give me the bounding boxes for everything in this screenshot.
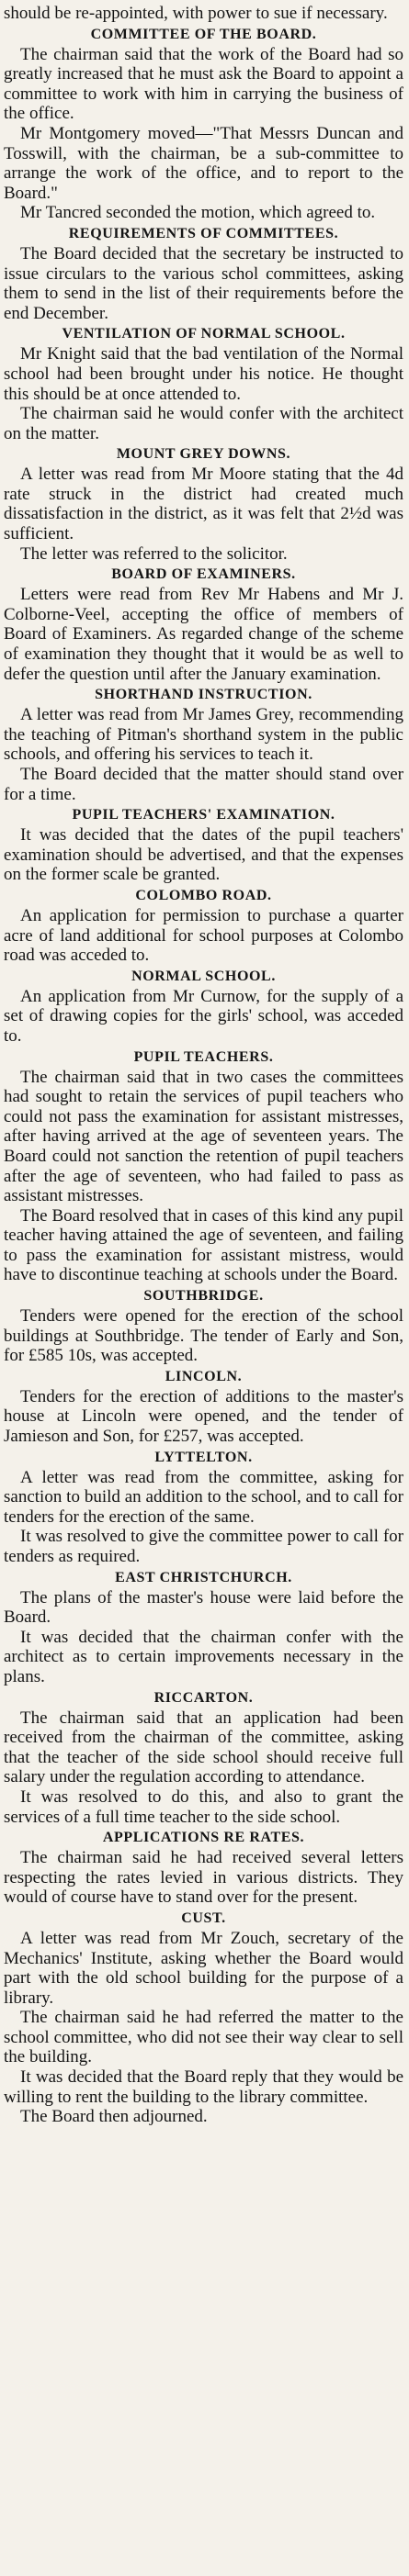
- section-committee-of-the-board: [4, 24, 403, 223]
- section-heading: MOUNT GREY DOWNS.: [116, 446, 291, 463]
- section-heading: VENTILATION OF NORMAL SCHOOL.: [62, 326, 346, 342]
- intro-paragraph: should be re-appointed, with power to sue if necessary.: [4, 4, 388, 23]
- paragraph: The Board resolved that in cases of this kind any pupil teacher having attained the age of seventeen, and failing to pass the examination for assistant mistress, would have to discontinue teaching at schools under the Board.: [4, 1205, 403, 1285]
- section-cust: [4, 1908, 403, 2127]
- section-heading: SHORTHAND INSTRUCTION.: [95, 687, 312, 703]
- paragraph: A letter was read from the committee, asking for sanction to build an addition to the school, and to call for tenders for the erection of the same.: [4, 1467, 403, 1527]
- paragraph: It was resolved to give the committee power to call for tenders as required.: [4, 1527, 403, 1566]
- section-heading: LYTTELTON.: [154, 1449, 253, 1465]
- paragraph: Mr Knight said that the bad ventilation of the Normal school had been brought under his notice. He thought this should be at once attended to.: [4, 344, 403, 404]
- paragraph: The chairman said that an application had been received from the chairman of the committee, asking that the teacher of the side school should receive full salary under the regulation according to attendance.: [4, 1708, 403, 1787]
- paragraph: An application from Mr Curnow, for the supply of a set of drawing copies for the girls' school, was acceded to.: [4, 986, 403, 1046]
- paragraph: A letter was read from Mr Zouch, secretary of the Mechanics' Institute, asking whether the Board would part with the old school building for the purpose of a library.: [4, 1928, 403, 2008]
- section-applications-re-rates: [4, 1827, 403, 1908]
- section-lyttelton: [4, 1447, 403, 1567]
- paragraph: It was decided that the chairman confer with the architect as to certain improvements necessary in the plans.: [4, 1627, 403, 1686]
- paragraph: Tenders were opened for the erection of the school buildings at Southbridge. The tender of Early and Son, for £585 10s, was accepted.: [4, 1306, 403, 1366]
- section-ventilation-of-normal-school: [4, 323, 403, 443]
- section-heading: SOUTHBRIDGE.: [143, 1288, 264, 1305]
- paragraph: Letters were read from Rev Mr Habens and Mr J. Colborne-Veel, accepting the office of members of Board of Examiners. As regarded change of the scheme of examination they thought that it would be as well to defer the question until after the January examination.: [4, 585, 403, 684]
- paragraph: The chairman said that in two cases the committees had sought to retain the services of pupil teachers who could not pass the examination for assistant mistresses, after having arrived at the age of seventeen years. The Board could not sanction the retention of pupil teachers after the age of seventeen, who had failed to pass as assistant mistresses.: [4, 1067, 403, 1206]
- paragraph: Mr Tancred seconded the motion, which agreed to.: [20, 203, 376, 223]
- paragraph: Mr Montgomery moved—"That Messrs Duncan and Tosswill, with the chairman, be a sub-committee to arrange the work of the office, and to report to the Board.": [4, 123, 403, 203]
- paragraph: The chairman said he would confer with the architect on the matter.: [4, 404, 403, 443]
- section-east-christchurch: [4, 1567, 403, 1687]
- paragraph: The chairman said that the work of the Board had so greatly increased that he must ask the Board to appoint a committee to work with him in carrying the business of the office.: [4, 44, 403, 124]
- section-heading: COLOMBO ROAD.: [135, 887, 272, 903]
- paragraph: The chairman said he had received several letters respecting the rates levied in various districts. They would of course have to stand over for the present.: [4, 1848, 403, 1908]
- paragraph: The chairman said he had referred the matter to the school committee, who did not see their way clear to sell the building.: [4, 2008, 403, 2067]
- paragraph: It was decided that the Board reply that they would be willing to rent the building to the library committee.: [4, 2067, 403, 2107]
- section-riccarton: [4, 1687, 403, 1828]
- section-heading: LINCOLN.: [165, 1368, 243, 1384]
- section-mount-grey-downs: [4, 443, 403, 564]
- section-shorthand-instruction: [4, 684, 403, 804]
- paragraph: An application for permission to purchase a quarter acre of land additional for school purposes at Colombo road was acceded to.: [4, 905, 403, 966]
- section-heading: NORMAL SCHOOL.: [131, 968, 276, 984]
- paragraph: Tenders for the erection of additions to the master's house at Lincoln were opened, and the tender of Jamieson and Son, for £257, was accepted.: [4, 1386, 403, 1447]
- section-board-of-examiners: [4, 564, 403, 684]
- section-lincoln: [4, 1366, 403, 1447]
- section-heading: EAST CHRISTCHURCH.: [115, 1569, 292, 1585]
- paragraph: The Board then adjourned.: [20, 2107, 208, 2127]
- paragraph: The Board decided that the matter should stand over for a time.: [4, 765, 403, 804]
- paragraph: The letter was referred to the solicitor.: [20, 543, 288, 564]
- section-heading: REQUIREMENTS OF COMMITTEES.: [68, 225, 339, 241]
- section-heading: APPLICATIONS RE RATES.: [102, 1830, 305, 1846]
- paragraph: The plans of the master's house were laid before the Board.: [4, 1587, 403, 1628]
- section-southbridge: [4, 1285, 403, 1366]
- paragraph: The Board decided that the secretary be instructed to issue circulars to the various schol committees, asking them to send in the list of their requirements before the end December.: [4, 243, 403, 323]
- section-normal-school: [4, 966, 403, 1047]
- paragraph: A letter was read from Mr James Grey, recommending the teaching of Pitman's shorthand system in the public schools, and offering his services to teach it.: [4, 705, 403, 765]
- section-heading: PUPIL TEACHERS' EXAMINATION.: [72, 807, 335, 823]
- section-heading: PUPIL TEACHERS.: [133, 1048, 274, 1065]
- section-heading: RICCARTON.: [153, 1689, 254, 1706]
- section-heading: COMMITTEE OF THE BOARD.: [90, 26, 317, 42]
- paragraph: It was resolved to do this, and also to grant the services of a full time teacher to the side school.: [4, 1786, 403, 1827]
- paragraph: It was decided that the dates of the pupil teachers' examination should be advertised, and that the expenses on the former scale be granted.: [4, 825, 403, 885]
- section-heading: CUST.: [181, 1910, 226, 1926]
- section-colombo-road: [4, 885, 403, 966]
- section-requirements-of-committees: [4, 223, 403, 323]
- section-pupil-teachers-examination: [4, 804, 403, 885]
- paragraph: A letter was read from Mr Moore stating that the 4d rate struck in the district had created much dissatisfaction in the district, as it was felt that 2½d was sufficient.: [4, 465, 403, 544]
- section-heading: BOARD OF EXAMINERS.: [111, 566, 296, 583]
- section-pupil-teachers: [4, 1047, 403, 1286]
